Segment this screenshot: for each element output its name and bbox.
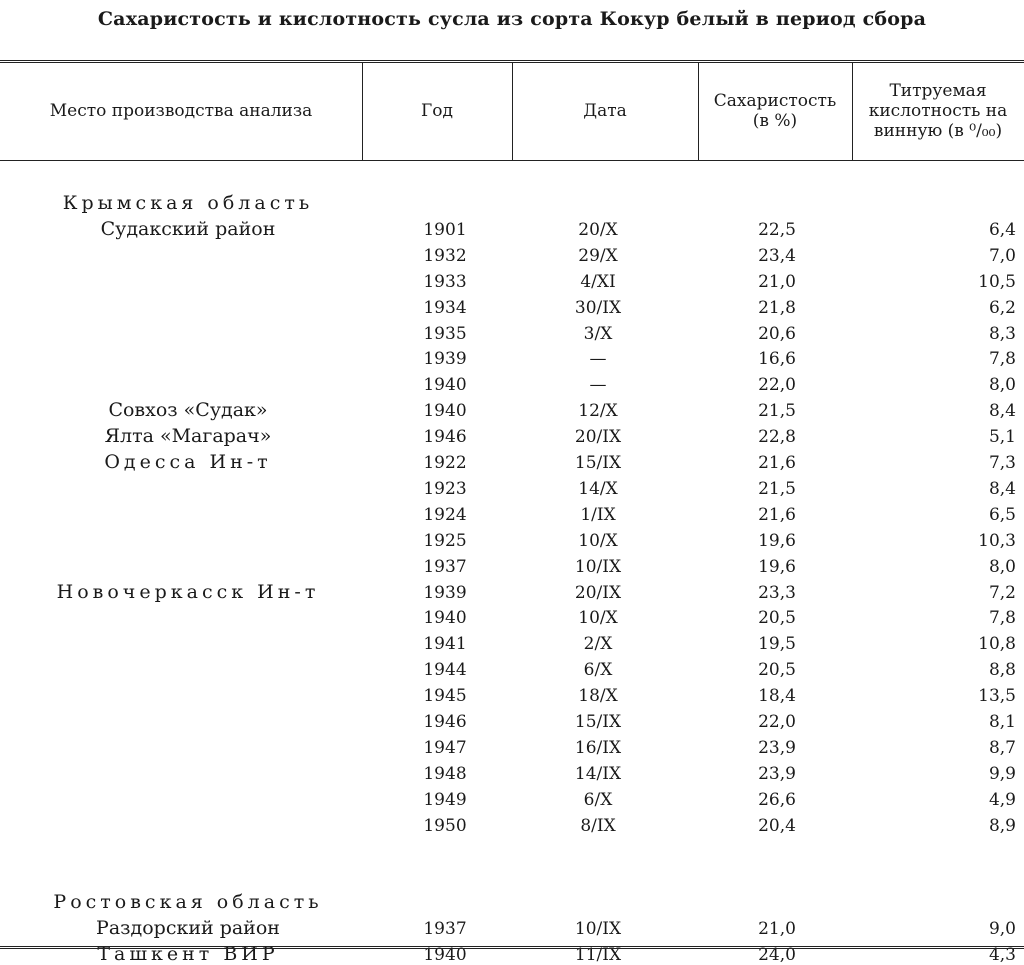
cell-acid: 8,4	[988, 478, 1016, 499]
cell-date: 1/IX	[580, 504, 616, 525]
cell-date: 2/X	[583, 634, 613, 655]
cell-date: 29/X	[578, 245, 618, 266]
cell-sugar: 21,6	[758, 453, 796, 473]
cell-year: 1946	[423, 712, 467, 732]
cell-date: 6/X	[583, 660, 613, 681]
cell-date: 8/IX	[580, 815, 616, 836]
cell-sugar: 20,5	[758, 608, 796, 629]
cell-sugar: 20,4	[758, 815, 796, 836]
header-sugar-line1: Сахаристость	[713, 91, 837, 111]
cell-sugar: 21,5	[758, 401, 796, 422]
cell-sugar: 20,5	[758, 660, 796, 681]
cell-date: 18/X	[578, 686, 618, 707]
cell-acid: 4,9	[988, 789, 1016, 810]
cell-date: 20/IX	[574, 582, 622, 603]
cell-date: 20/X	[578, 219, 618, 240]
group-label: Судакский район	[100, 217, 276, 240]
group-label: Ташкент ВИР	[97, 943, 279, 965]
cell-sugar: 20,6	[758, 323, 796, 344]
cell-sugar: 22,0	[758, 375, 796, 396]
cell-date: 15/IX	[574, 453, 622, 473]
cell-date: 11/IX	[574, 945, 622, 965]
cell-sugar: 22,8	[758, 427, 796, 448]
cell-date: 12/X	[578, 401, 618, 422]
cell-sugar: 21,5	[758, 478, 796, 499]
cell-sugar: 22,0	[758, 712, 796, 732]
cell-date: 20/IX	[574, 427, 622, 448]
cell-sugar: 21,8	[758, 297, 796, 318]
cell-year: 1901	[423, 219, 467, 240]
cell-year: 1925	[423, 530, 467, 551]
cell-date: 10/IX	[574, 556, 622, 577]
cell-year: 1941	[423, 634, 467, 655]
cell-acid: 10,3	[978, 530, 1016, 551]
cell-year: 1944	[423, 660, 467, 681]
cell-sugar: 23,9	[758, 763, 796, 784]
header-sugar-line2: (в %)	[752, 111, 798, 131]
group-label: Одесса Ин-т	[104, 451, 272, 473]
cell-acid: 8,3	[988, 323, 1016, 344]
cell-sugar: 19,5	[758, 634, 796, 655]
cell-sugar: 26,6	[758, 789, 796, 810]
header-year-label: Год	[421, 101, 453, 121]
cell-sugar: 22,5	[758, 219, 796, 240]
cell-year: 1940	[423, 375, 467, 396]
header-sugar	[698, 62, 852, 160]
header-place-label: Место производства анализа	[49, 101, 313, 121]
header-place	[0, 62, 362, 160]
cell-year: 1947	[423, 737, 467, 758]
cell-year: 1923	[423, 478, 467, 499]
cell-year: 1935	[423, 323, 467, 344]
cell-year: 1933	[423, 271, 467, 292]
cell-acid: 9,9	[988, 763, 1016, 784]
cell-sugar: 23,9	[758, 737, 796, 758]
cell-year: 1937	[423, 919, 467, 940]
group-label: Ялта «Магарач»	[104, 425, 272, 448]
cell-year: 1940	[423, 401, 467, 422]
cell-acid: 8,7	[988, 737, 1016, 758]
cell-sugar: 18,4	[758, 686, 796, 707]
group-label: Крымская область	[62, 192, 314, 214]
cell-sugar: 16,6	[758, 349, 796, 370]
header-bottom-rule	[0, 160, 1024, 161]
cell-date: 3/X	[583, 323, 613, 344]
cell-acid: 8,8	[988, 660, 1016, 681]
cell-year: 1945	[423, 686, 467, 707]
cell-year: 1939	[423, 349, 467, 370]
cell-year: 1949	[423, 789, 467, 810]
cell-acid: 8,0	[988, 375, 1016, 396]
table-title: Сахаристость и кислотность сусла из сорта Кокур белый в период сбора	[97, 8, 927, 30]
header-date	[512, 62, 698, 160]
cell-date: 16/IX	[574, 737, 622, 758]
cell-year: 1939	[423, 582, 467, 603]
cell-date: 4/XI	[580, 271, 616, 292]
group-label: Новочеркасск Ин-т	[56, 580, 320, 603]
cell-sugar: 19,6	[758, 530, 796, 551]
cell-date: 14/IX	[574, 763, 622, 784]
cell-year: 1922	[423, 453, 467, 473]
cell-acid: 7,2	[988, 582, 1016, 603]
cell-date: 14/X	[578, 478, 618, 499]
header-acid	[852, 62, 1024, 160]
cell-date: 30/IX	[574, 297, 622, 318]
cell-acid: 13,5	[978, 686, 1016, 707]
cell-acid: 8,1	[988, 712, 1016, 732]
cell-acid: 7,3	[988, 453, 1016, 473]
cell-sugar: 24,0	[758, 945, 796, 965]
cell-acid: 6,4	[988, 219, 1016, 240]
cell-sugar: 23,4	[758, 245, 796, 266]
cell-year: 1948	[423, 763, 467, 784]
cell-date: 10/X	[578, 608, 618, 629]
cell-sugar: 23,3	[758, 582, 796, 603]
header-acid-line2: кислотность на	[868, 101, 1008, 121]
cell-year: 1950	[423, 815, 467, 836]
cell-acid: 4,3	[988, 945, 1016, 965]
cell-sugar: 21,6	[758, 504, 796, 525]
cell-acid: 7,8	[988, 349, 1016, 370]
cell-acid: 7,0	[988, 245, 1016, 266]
group-label: Раздорский район	[96, 917, 280, 940]
cell-sugar: 21,0	[758, 271, 796, 292]
cell-sugar: 21,0	[758, 919, 796, 940]
cell-acid: 10,5	[978, 271, 1016, 292]
cell-year: 1934	[423, 297, 467, 318]
cell-year: 1940	[423, 945, 467, 965]
cell-date: 15/IX	[574, 712, 622, 732]
cell-date: —	[589, 349, 607, 370]
cell-year: 1924	[423, 504, 467, 525]
header-acid-line1: Титруемая	[889, 81, 987, 101]
group-label: Совхоз «Судак»	[108, 399, 268, 422]
cell-date: —	[589, 375, 607, 396]
group-label: Ростовская область	[53, 891, 323, 914]
cell-acid: 5,1	[988, 427, 1016, 448]
cell-date: 10/IX	[574, 919, 622, 940]
cell-acid: 8,9	[988, 815, 1016, 836]
cell-year: 1946	[423, 427, 467, 448]
cell-acid: 8,4	[988, 401, 1016, 422]
cell-date: 6/X	[583, 789, 613, 810]
cell-date: 10/X	[578, 530, 618, 551]
header-acid-line3: винную (в ⁰/₀₀)	[873, 121, 1003, 141]
cell-acid: 6,2	[988, 297, 1016, 318]
cell-year: 1940	[423, 608, 467, 629]
cell-acid: 6,5	[988, 504, 1016, 525]
header-date-label: Дата	[583, 101, 627, 121]
cell-year: 1937	[423, 556, 467, 577]
cell-acid: 8,0	[988, 556, 1016, 577]
table-bottom-rule	[0, 946, 1024, 949]
cell-acid: 7,8	[988, 608, 1016, 629]
cell-year: 1932	[423, 245, 467, 266]
cell-acid: 9,0	[988, 919, 1016, 940]
cell-sugar: 19,6	[758, 556, 796, 577]
header-year	[362, 62, 512, 160]
cell-acid: 10,8	[978, 634, 1016, 655]
